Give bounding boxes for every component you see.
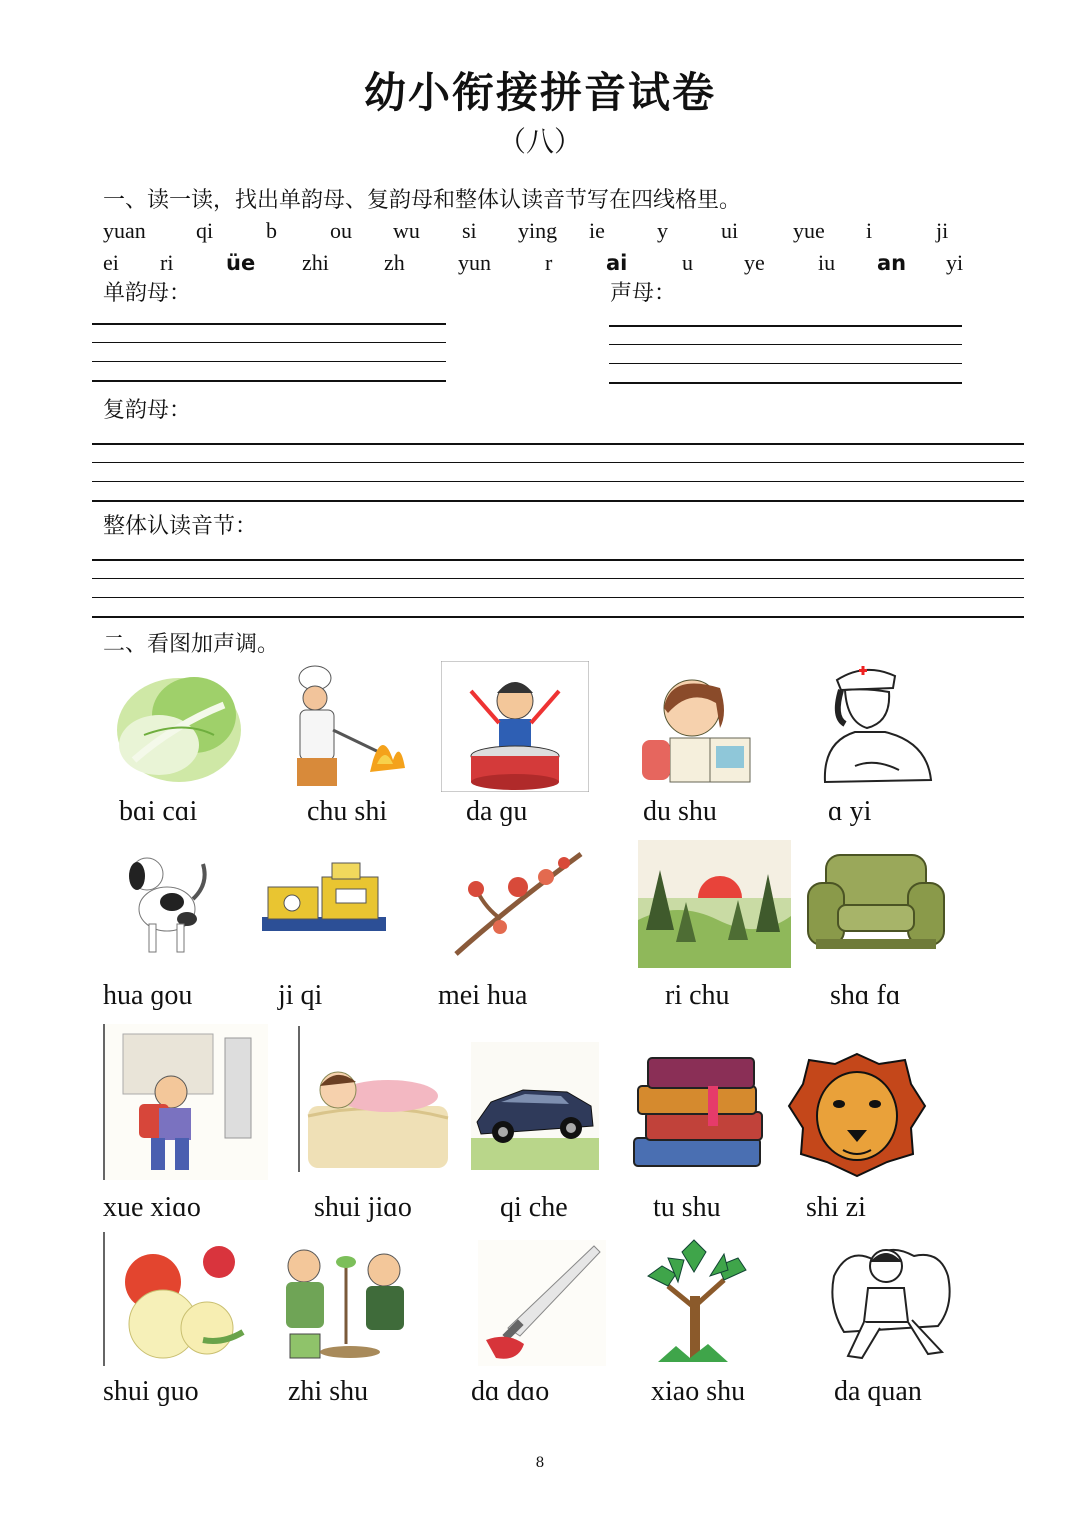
label-compound-finals: 复韵母： xyxy=(103,398,192,423)
page-title: 幼小衔接拼音试卷 xyxy=(363,68,716,117)
kids-planting-picture xyxy=(266,1244,426,1364)
pinyin-item: iu xyxy=(818,250,836,275)
pinyin-item: ei xyxy=(103,250,119,275)
pinyin-caption: bɑi cɑi xyxy=(119,796,198,827)
pinyin-item: wu xyxy=(393,218,420,243)
pinyin-caption: shi zi xyxy=(806,1192,866,1223)
pinyin-item: yuan xyxy=(103,218,146,243)
pinyin-item: ri xyxy=(160,250,174,275)
label-single-finals: 单韵母： xyxy=(103,281,192,306)
pinyin-item: ying xyxy=(518,218,558,243)
pinyin-caption: da ɡu xyxy=(466,796,528,827)
pinyin-item: ji xyxy=(936,218,949,243)
pinyin-item: zh xyxy=(384,250,405,275)
machine-picture xyxy=(256,857,392,942)
pinyin-item: yue xyxy=(793,218,825,243)
car-picture xyxy=(471,1042,599,1170)
label-initials: 声母： xyxy=(610,281,677,306)
pinyin-item: ai xyxy=(606,251,628,275)
chef-picture xyxy=(265,660,413,792)
pinyin-caption: ri chu xyxy=(665,980,730,1011)
boy-drum-picture xyxy=(441,661,589,792)
pinyin-caption: qi che xyxy=(500,1192,568,1223)
pinyin-caption: chu shi xyxy=(307,796,388,827)
girl-reading-picture xyxy=(620,668,760,790)
girl-boxing-picture xyxy=(828,1236,954,1366)
lion-picture xyxy=(787,1050,927,1178)
section2-instruction: 二、看图加声调。 xyxy=(103,632,280,657)
pinyin-item: i xyxy=(866,218,873,243)
pinyin-item: r xyxy=(545,250,553,275)
pinyin-caption: xue xiɑo xyxy=(103,1192,201,1223)
pinyin-caption: shɑ fɑ xyxy=(830,980,901,1011)
pinyin-caption: ɑ yi xyxy=(828,796,872,827)
pinyin-item: ou xyxy=(330,218,352,243)
pinyin-item: zhi xyxy=(302,250,329,275)
pinyin-caption: tu shu xyxy=(653,1192,721,1223)
pinyin-caption: da quan xyxy=(834,1376,922,1407)
sofa-picture xyxy=(806,847,946,955)
pinyin-caption: du shu xyxy=(643,796,717,827)
tree-picture xyxy=(628,1236,760,1366)
boy-school-picture xyxy=(103,1024,268,1180)
plum-blossom-picture xyxy=(446,849,588,959)
page-number: 8 xyxy=(535,1455,545,1471)
sunrise-picture xyxy=(638,840,791,968)
pinyin-caption: mei hua xyxy=(438,980,528,1011)
label-whole-syllables: 整体认读音节： xyxy=(103,514,258,539)
pinyin-caption: hua ɡou xyxy=(103,980,193,1011)
pinyin-caption: shui ɡuo xyxy=(103,1376,199,1407)
pinyin-item: y xyxy=(657,218,668,243)
pinyin-caption: shui jiɑo xyxy=(314,1192,412,1223)
girl-sleeping-picture xyxy=(298,1026,450,1172)
books-picture xyxy=(628,1046,770,1174)
cabbage-picture xyxy=(104,665,249,790)
pinyin-item: an xyxy=(877,251,907,275)
dog-picture xyxy=(117,844,215,962)
pinyin-caption: xiao shu xyxy=(651,1376,746,1407)
page-subtitle: （八） xyxy=(497,125,582,158)
pinyin-item: si xyxy=(462,218,477,243)
pinyin-item: yi xyxy=(946,250,964,275)
pinyin-item: ye xyxy=(744,250,765,275)
pinyin-caption: dɑ dɑo xyxy=(471,1376,550,1407)
section1-instruction: 一、读一读，找出单韵母、复韵母和整体认读音节写在四线格里。 xyxy=(103,188,742,213)
pinyin-caption: zhi shu xyxy=(288,1376,369,1407)
pinyin-item: yun xyxy=(458,250,491,275)
pinyin-item: ie xyxy=(589,218,605,243)
pinyin-item: u xyxy=(682,250,693,275)
pinyin-caption: ji qi xyxy=(278,980,323,1011)
fruits-picture xyxy=(103,1232,251,1366)
sword-picture xyxy=(478,1240,606,1366)
pinyin-item: b xyxy=(266,218,277,243)
pinyin-item: ui xyxy=(721,218,739,243)
pinyin-item: qi xyxy=(196,218,214,243)
nurse-picture xyxy=(815,662,937,788)
pinyin-item: üe xyxy=(226,251,256,275)
